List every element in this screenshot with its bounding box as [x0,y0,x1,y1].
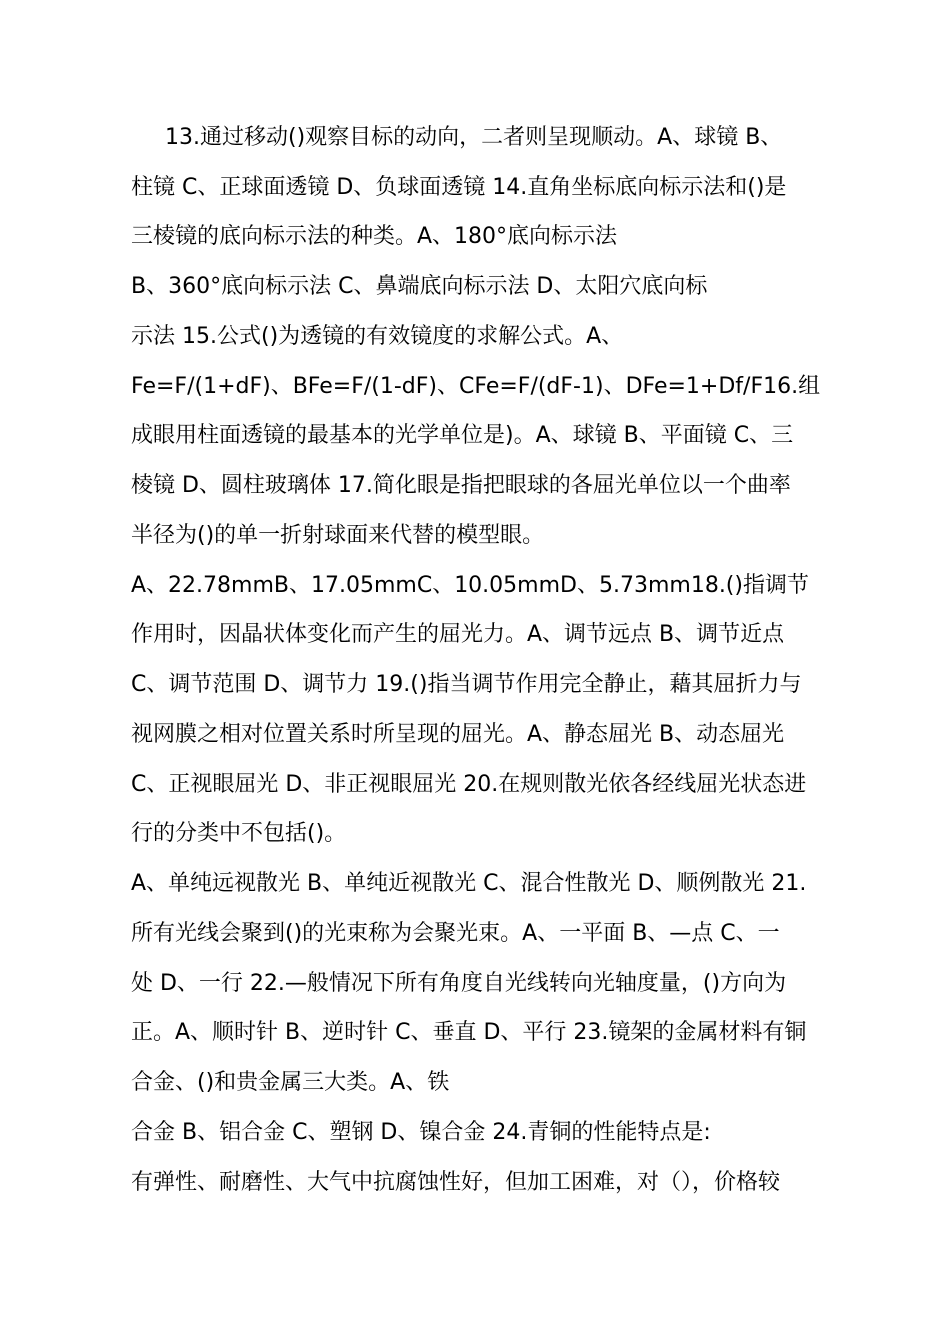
text-line: 合金、()和贵金属三大类。A、铁 [131,1070,450,1095]
text-line: 棱镜 D、圆柱玻璃体 17.简化眼是指把眼球的各屈光单位以一个曲率 [131,473,791,498]
text-line: 柱镜 C、正球面透镜 D、负球面透镜 14.直角坐标底向标示法和()是 [131,175,787,200]
text-line: Fe=F/(1+dF)、BFe=F/(1-dF)、CFe=F/(dF-1)、DFe=1+Df/F16.组 [131,374,821,399]
text-line: 所有光线会聚到()的光束称为会聚光束。A、一平面 B、—点 C、一 [131,921,780,946]
text-line: 有弹性、耐磨性、大气中抗腐蚀性好，但加工困难，对（），价格较 [131,1170,781,1195]
text-line: 示法 15.公式()为透镜的有效镜度的求解公式。A、 [131,324,624,349]
text-line: A、22.78mmB、17.05mmC、10.05mmD、5.73mm18.()指调节 [131,573,809,598]
text-line: 正。A、顺时针 B、逆时针 C、垂直 D、平行 23.镜架的金属材料有铜 [131,1020,807,1045]
text-line: 半径为()的单一折射球面来代替的模型眼。 [131,523,545,548]
text-line: 作用时，因晶状体变化而产生的屈光力。A、调节远点 B、调节近点 [131,622,785,647]
text-line: B、360°底向标示法 C、鼻端底向标示法 D、太阳穴底向标 [131,274,708,299]
text-line: 合金 B、铝合金 C、塑钢 D、镍合金 24.青铜的性能特点是: [131,1120,711,1145]
text-line: A、单纯远视散光 B、单纯近视散光 C、混合性散光 D、顺例散光 21. [131,871,807,896]
text-line: 处 D、一行 22.—般情况下所有角度自光线转向光轴度量，()方向为 [131,971,787,996]
text-line: 行的分类中不包括()。 [131,821,347,846]
text-line: C、正视眼屈光 D、非正视眼屈光 20.在规则散光依各经线屈光状态进 [131,772,807,797]
text-line: 视网膜之相对位置关系时所呈现的屈光。A、静态屈光 B、动态屈光 [131,722,785,747]
text-line: 成眼用柱面透镜的最基本的光学单位是)。A、球镜 B、平面镜 C、三 [131,423,794,448]
text-line: C、调节范围 D、调节力 19.()指当调节作用完全静止，藉其屈折力与 [131,672,802,697]
text-line: 三棱镜的底向标示法的种类。A、180°底向标示法 [131,224,618,249]
text-line: 13.通过移动()观察目标的动向，二者则呈现顺动。A、球镜 B、 [165,125,783,150]
